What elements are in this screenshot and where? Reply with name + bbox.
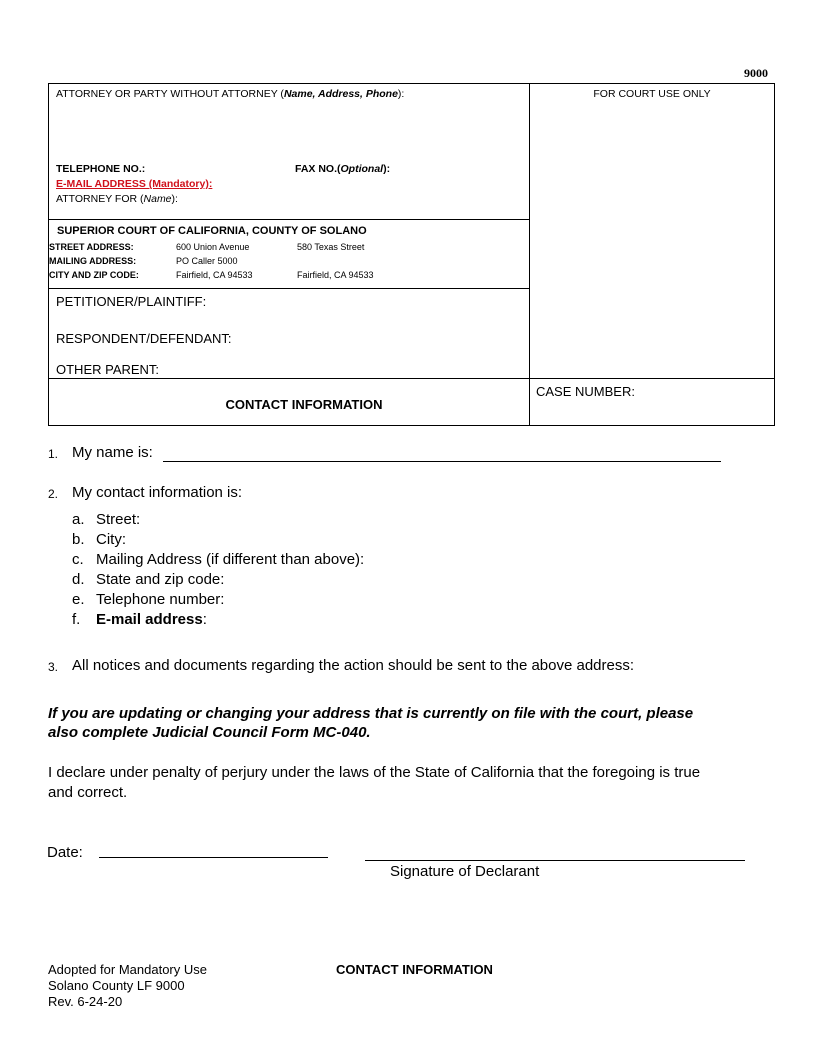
- declaration-line-2: and correct.: [48, 784, 128, 801]
- date-input-line[interactable]: [99, 857, 328, 858]
- city-field-label: City:: [96, 531, 126, 548]
- footer-county-form: Solano County LF 9000: [48, 978, 185, 993]
- date-label: Date:: [47, 844, 83, 861]
- footer-title: CONTACT INFORMATION: [336, 962, 493, 977]
- court-name: SUPERIOR COURT OF CALIFORNIA, COUNTY OF SOLANO: [57, 225, 367, 237]
- sub-letter-d: d.: [72, 571, 85, 588]
- other-parent-label: OTHER PARENT:: [56, 362, 160, 377]
- item-number-3: 3.: [48, 660, 59, 674]
- street-address-2: 580 Texas Street: [297, 242, 365, 252]
- city-label: CITY AND ZIP CODE:: [49, 270, 139, 280]
- respondent-label: RESPONDENT/DEFENDANT:: [56, 331, 232, 346]
- court-use-label: FOR COURT USE ONLY: [593, 88, 711, 100]
- sub-letter-a: a.: [72, 511, 85, 528]
- mailing-address-1: PO Caller 5000: [176, 256, 238, 266]
- mailing-field-label: Mailing Address (if different than above):: [96, 551, 365, 568]
- case-number-box: [529, 378, 775, 426]
- title-box: [48, 378, 530, 426]
- court-box: [48, 219, 530, 289]
- case-number-label: CASE NUMBER:: [536, 384, 635, 399]
- sub-letter-b: b.: [72, 531, 85, 548]
- email-label: E-MAIL ADDRESS (Mandatory):: [56, 178, 213, 190]
- fax-label: FAX NO.(Optional):: [295, 163, 391, 175]
- city-zip-2: Fairfield, CA 94533: [297, 270, 374, 280]
- attorney-box: [48, 83, 530, 220]
- street-address-1: 600 Union Avenue: [176, 242, 250, 252]
- signature-input-line[interactable]: [365, 860, 745, 861]
- sub-letter-e: e.: [72, 591, 85, 608]
- telephone-label: TELEPHONE NO.:: [56, 163, 146, 175]
- street-field-label: Street:: [96, 511, 141, 528]
- sub-letter-f: f.: [72, 611, 81, 628]
- email-field-label: E-mail address:: [96, 611, 207, 628]
- attorney-for-label: ATTORNEY FOR (Name):: [56, 193, 178, 205]
- state-zip-field-label: State and zip code:: [96, 571, 225, 588]
- telephone-field-label: Telephone number:: [96, 591, 225, 608]
- city-zip-1: Fairfield, CA 94533: [176, 270, 253, 280]
- contact-label: My contact information is:: [72, 484, 243, 501]
- sub-letter-c: c.: [72, 551, 84, 568]
- name-input-line[interactable]: [163, 461, 721, 462]
- notice-line-1: If you are updating or changing your address that is currently on file with the court, please: [48, 705, 694, 722]
- mailing-label: MAILING ADDRESS:: [49, 256, 137, 266]
- form-number: 9000: [744, 66, 768, 80]
- signature-label: Signature of Declarant: [390, 863, 540, 880]
- caption-table: [48, 83, 775, 426]
- petitioner-label: PETITIONER/PLAINTIFF:: [56, 294, 207, 309]
- item-number-1: 1.: [48, 447, 59, 461]
- notice-line-2: also complete Judicial Council Form MC-040.: [48, 724, 371, 741]
- notices-label: All notices and documents regarding the action should be sent to the above address:: [72, 657, 635, 674]
- form-title: CONTACT INFORMATION: [225, 397, 383, 412]
- court-use-box: [529, 83, 775, 379]
- attorney-label: ATTORNEY OR PARTY WITHOUT ATTORNEY (Name, Address, Phone):: [56, 88, 405, 100]
- declaration-line-1: I declare under penalty of perjury under the laws of the State of California that the foregoing is true: [48, 764, 701, 781]
- street-label: STREET ADDRESS:: [49, 242, 134, 252]
- footer-adopted: Adopted for Mandatory Use: [48, 962, 207, 977]
- parties-box: [48, 288, 530, 379]
- item-number-2: 2.: [48, 487, 59, 501]
- footer-revision: Rev. 6-24-20: [48, 994, 123, 1009]
- name-label: My name is:: [72, 444, 153, 461]
